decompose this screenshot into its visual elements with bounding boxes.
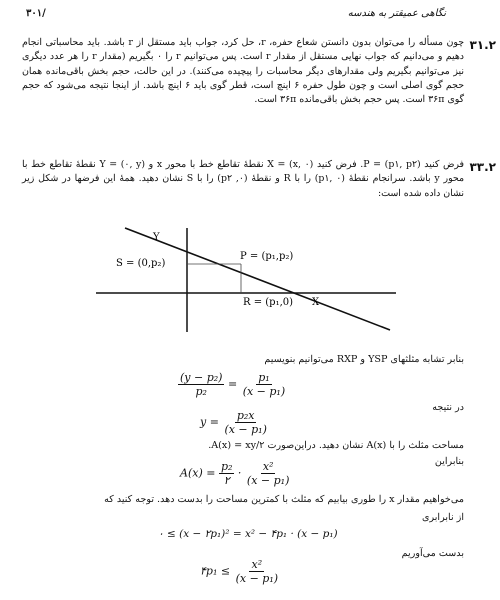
eq3-dot: · — [237, 466, 242, 480]
problem-33-2-text: فرض کنید P = (p۱, p۲). فرض کنید X = (x, ۰) نقطهٔ تقاطع خط با محور x و Y = (۰, y) نقطهٔ تقاطع خط با محور y باشد. سرانجام نقطهٔ (p۱, ۰) را با R و نقطهٔ (۰, p۲) را با S نشان دهید. همهٔ این فرضها در شکل زیر نشان داده شده است: — [22, 159, 464, 199]
solution-line-4: بنابراین — [434, 456, 464, 467]
label-Y: Y — [153, 232, 160, 243]
eq5-num: x² — [251, 558, 263, 571]
solution-line-6: از نابرابری — [421, 512, 464, 523]
eq1-den-right: (x − p₁) — [242, 385, 286, 398]
solution-line-3: مساحت مثلث را با A(x) نشان دهید. دراین‌صورت A(x) = xy/۲. — [208, 440, 464, 451]
solution-line-7: بدست می‌آوریم — [401, 548, 464, 559]
eq2-lhs: y = — [200, 415, 219, 429]
eq3-num1: p₂ — [220, 460, 233, 473]
eq3-lhs: A(x) = — [180, 466, 216, 480]
label-R: R = (p₁,0) — [243, 297, 294, 308]
eq5-den: (x − p₁) — [235, 572, 279, 585]
solution-line-2: در نتیجه — [432, 402, 464, 413]
solution-line-5: می‌خواهیم مقدار x را طوری بیابیم که مثلث با کمترین مساحت را بدست دهد. توجه کنید که — [104, 494, 464, 505]
equation-y — [200, 409, 269, 436]
label-S: S = (0,p₂) — [116, 258, 166, 269]
equation-result — [200, 558, 280, 585]
triangle-figure — [90, 226, 400, 334]
hypotenuse-line — [125, 228, 390, 330]
eq1-num-left: (y − p₂) — [180, 371, 223, 384]
eq1-num-right: p₁ — [258, 371, 270, 384]
eq2-num: p₂x — [236, 409, 255, 422]
equation-area — [180, 460, 291, 487]
running-title: نگاهی عمیقتر به هندسه — [347, 8, 446, 19]
problem-number-31-2: ۳۱.۲ — [469, 38, 496, 52]
equation-similarity: $\frac{\text{(y − p₂)}}{\text{p₂}}$ = $\frac{\text{p₁}}{\text{(x − p₁)}}$ — [180, 371, 286, 398]
problem-number-33-2: ۳۳.۲ — [469, 160, 496, 174]
eq2-den: (x − p₁) — [224, 423, 267, 436]
eq5-lhs: ۴p₁ ≤ — [200, 564, 231, 578]
label-P: P = (p₁,p₂) — [240, 251, 294, 262]
problem-31-2-text: چون مسأله را می‌توان بدون دانستن شعاع حفره، r، حل کرد، جواب باید مستقل از r باشد. باید محاسباتی انجام دهیم و می‌دانیم که جواب نهایی مستقل از مقدار r است. پس می‌توانیم r را ۰ بگیریم (مقدار r را هر عدد دیگری نیز می‌توانیم بگیریم ولی مقدارهای دیگر محاسبات را پیچیده می‌کنند). در این حالت، حجم بخش باقی‌مانده همان حجم گوی اصلی است و چون طول حفره ۶ اینچ است، قطر گوی باید ۶ اینچ باشد. از اینجا نتیجه می‌شود که حجم گوی ۳۶π است. پس حجم بخش باقی‌مانده ۳۶π است. — [22, 37, 464, 106]
eq3-den2: (x − p₁) — [246, 474, 290, 487]
page-number: ۳۰۱/ — [26, 8, 46, 19]
label-X: X — [312, 297, 320, 308]
page-header — [26, 6, 480, 24]
solution-line-1: بنابر تشابه مثلثهای YSP و RXP می‌توانیم بنویسیم — [264, 354, 464, 365]
eq3-num2: x² — [262, 460, 274, 473]
eq3-den1: ۲ — [223, 474, 230, 487]
eq1-den-left: p₂ — [195, 385, 207, 398]
equation-inequality: ۰ ≤ (x − ۲p₁)² = x² − ۴p₁ · (x − p₁) — [158, 528, 338, 540]
